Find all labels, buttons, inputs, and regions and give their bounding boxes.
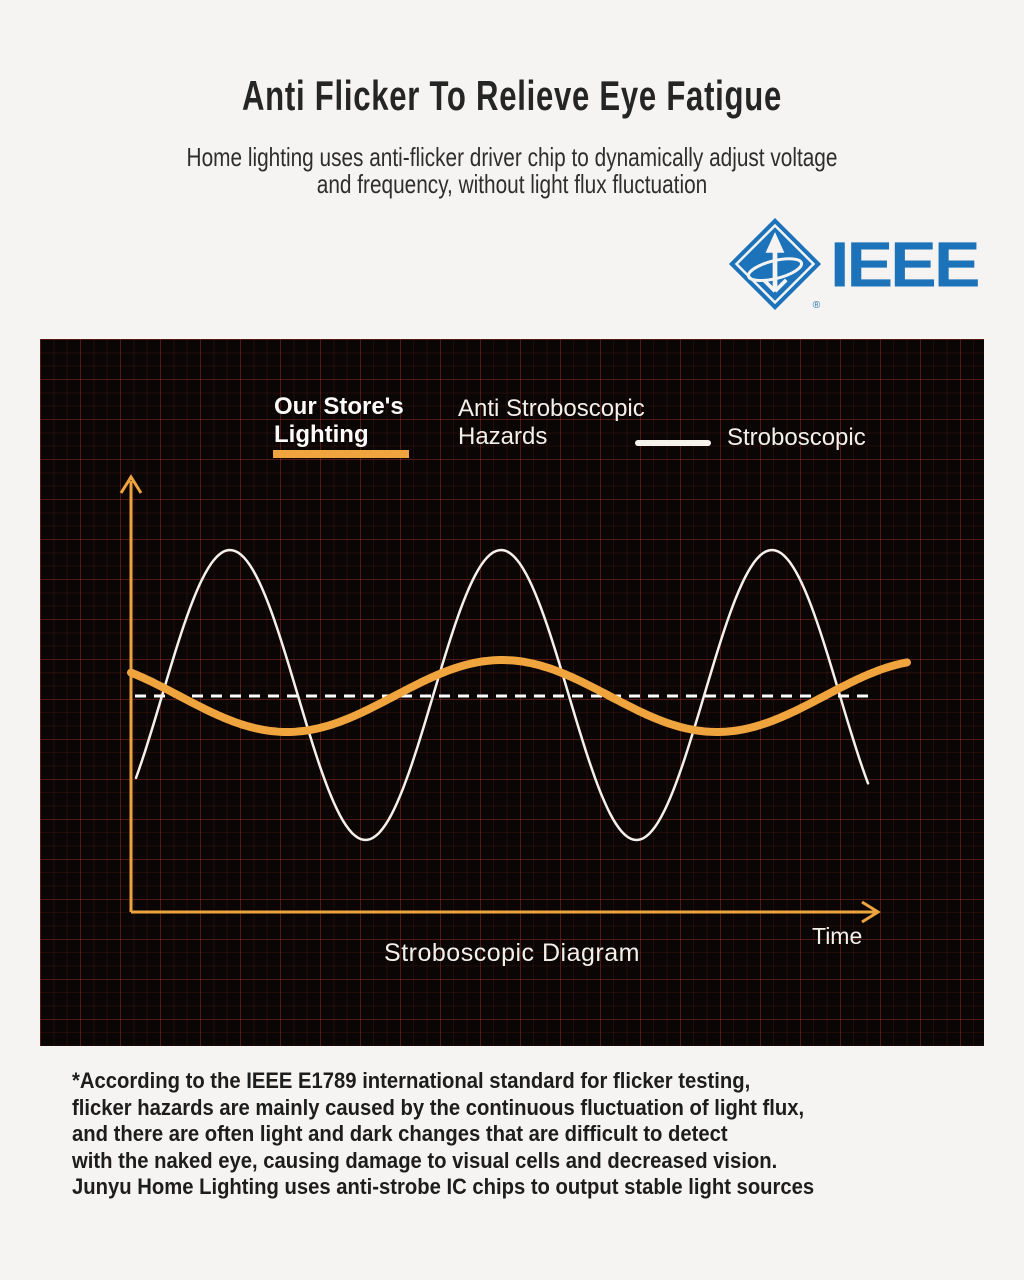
footnote-line-1: *According to the IEEE E1789 international standard for flicker testing, [72, 1068, 751, 1093]
ieee-wordmark: IEEE [830, 228, 978, 301]
legend-our-store-lighting [274, 393, 404, 449]
legend-anti-line-2: Hazards [458, 423, 548, 450]
footnote-line-2: flicker hazards are mainly caused by the continuous fluctuation of light flux, [72, 1094, 805, 1120]
legend-white-line-swatch [635, 440, 711, 446]
stroboscopic-chart-panel [40, 339, 984, 1046]
ieee-logo [728, 216, 978, 312]
legend-anti-line-1: Anti Stroboscopic [458, 395, 645, 422]
page-subtitle [102, 144, 921, 198]
footnote-line-3: and there are often light and dark changes that are difficult to detect [72, 1121, 728, 1146]
footnote-line-5: Junyu Home Lighting uses anti-strobe IC chips to output stable light sources [72, 1174, 815, 1199]
legend-orange-underline [273, 450, 409, 458]
registered-trademark: ® [812, 300, 821, 311]
chart-caption: Stroboscopic Diagram [384, 939, 640, 967]
subtitle-line-2: and frequency, without light flux fluctuation [316, 169, 708, 199]
legend-stroboscopic: Stroboscopic [727, 424, 866, 451]
legend-our-line-2: Lighting [274, 421, 369, 448]
subtitle-line-1: Home lighting uses anti-flicker driver chip to dynamically adjust voltage [186, 142, 838, 172]
legend-anti-stroboscopic-hazards [458, 395, 645, 451]
footnote [72, 1068, 900, 1201]
page-title: Anti Flicker To Relieve Eye Fatigue [241, 72, 783, 119]
x-axis-label: Time [812, 923, 863, 949]
legend-our-line-1: Our Store's [274, 393, 404, 420]
footnote-line-4: with the naked eye, causing damage to visual cells and decreased vision. [72, 1147, 778, 1173]
ieee-diamond-icon [728, 217, 822, 311]
